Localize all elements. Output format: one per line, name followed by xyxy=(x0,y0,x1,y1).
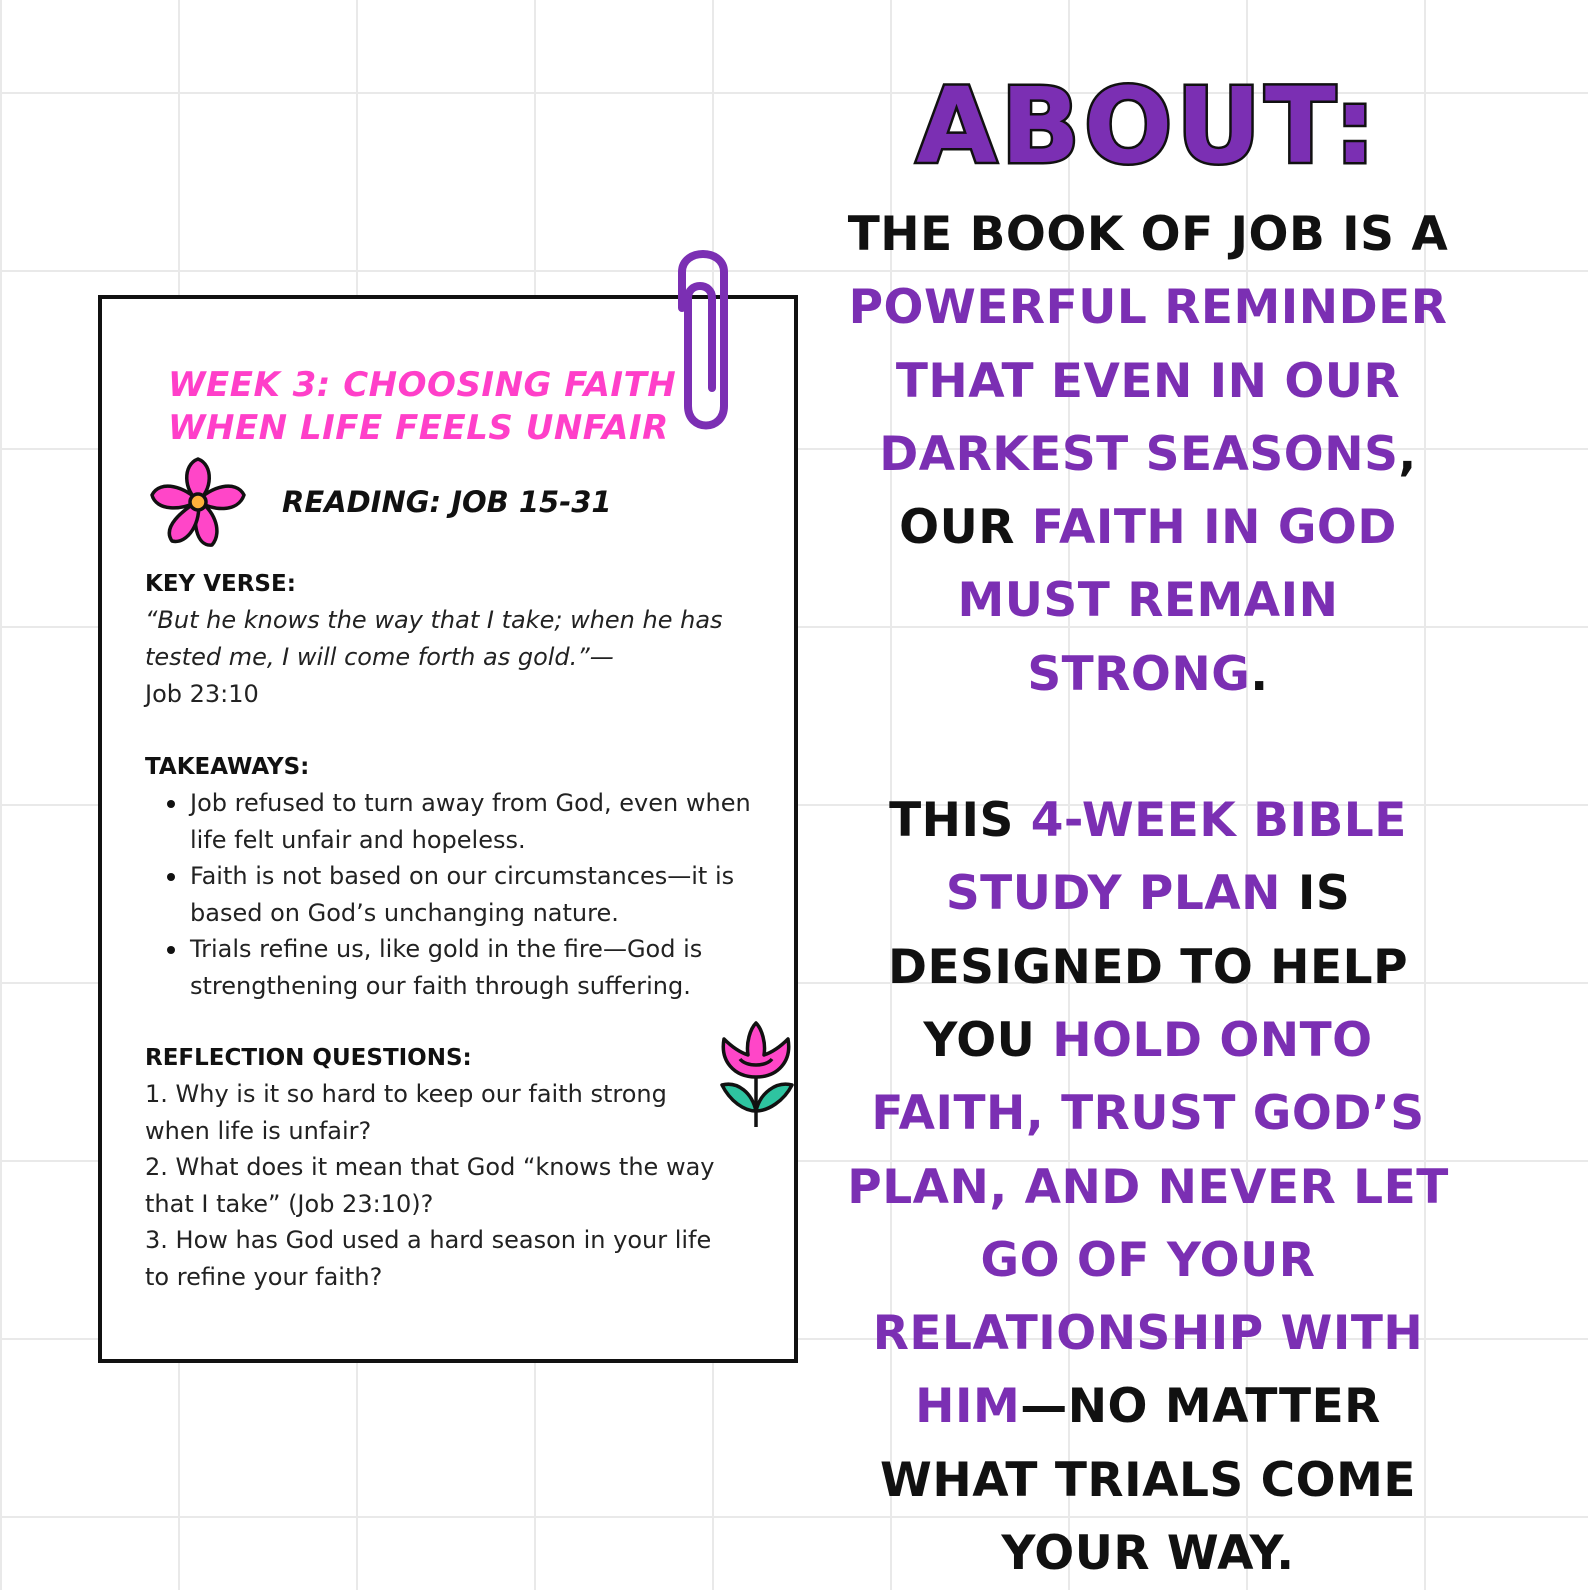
question-item: 3. How has God used a hard season in your life to refine your faith? xyxy=(145,1226,712,1291)
takeaways-label: TAKEAWAYS: xyxy=(145,754,310,780)
reflection-questions-label: REFLECTION QUESTIONS: xyxy=(145,1045,472,1071)
pink-flower-icon xyxy=(148,455,248,551)
reading-reference: READING: JOB 15-31 xyxy=(282,485,612,519)
key-verse-reference: Job 23:10 xyxy=(145,680,259,708)
takeaway-item: Job refused to turn away from God, even when life felt unfair and hopeless. xyxy=(145,785,765,858)
week-title-line-1: WEEK 3: CHOOSING FAITH xyxy=(168,365,677,405)
reflection-questions-list xyxy=(145,1076,725,1295)
about-p2-highlight-2: HOLD ONTO FAITH, TRUST GOD’S PLAN, AND NEVER LET GO OF YOUR RELATIONSHIP WITH HIM xyxy=(847,1012,1449,1435)
takeaways-list xyxy=(145,785,765,1004)
about-heading xyxy=(848,66,1448,178)
about-p2-highlight-1: 4-WEEK BIBLE STUDY PLAN xyxy=(945,793,1407,922)
week-title-line-2: WHEN LIFE FEELS UNFAIR xyxy=(168,408,669,448)
pink-tulip-icon xyxy=(714,1019,798,1131)
about-p1-part-1: THE BOOK OF JOB IS A xyxy=(847,207,1449,262)
about-p2-part-2: IS DESIGNED TO HELP YOU xyxy=(887,866,1409,1068)
about-p1-highlight-1: POWERFUL REMINDER THAT EVEN IN OUR DARKEST SEASONS xyxy=(848,280,1448,482)
question-item: 1. Why is it so hard to keep our faith strong when life is unfair? xyxy=(145,1080,667,1145)
about-p1-part-3: . xyxy=(1250,646,1269,702)
paragraph-gap xyxy=(838,711,1458,784)
about-p1-highlight-2: FAITH IN GOD MUST REMAIN STRONG xyxy=(957,500,1397,702)
study-card xyxy=(98,295,798,1363)
key-verse-text: “But he knows the way that I take; when he has tested me, I will come forth as gold.”— xyxy=(145,606,723,671)
about-p1-part-2: , OUR xyxy=(899,426,1417,556)
about-heading-text: ABOUT: xyxy=(916,66,1380,178)
question-item: 2. What does it mean that God “knows the way that I take” (Job 23:10)? xyxy=(145,1153,715,1218)
about-paragraph xyxy=(838,198,1458,1590)
about-p2-part-1: THIS xyxy=(889,793,1031,849)
takeaway-item: Faith is not based on our circumstances—it is based on God’s unchanging nature. xyxy=(145,858,765,931)
about-p2-part-3: —NO MATTER WHAT TRIALS COME YOUR WAY. xyxy=(880,1379,1416,1582)
takeaway-item: Trials refine us, like gold in the fire—God is strengthening our faith through suffering. xyxy=(145,931,765,1004)
key-verse-label: KEY VERSE: xyxy=(145,571,296,597)
purple-paperclip-icon xyxy=(668,238,740,438)
